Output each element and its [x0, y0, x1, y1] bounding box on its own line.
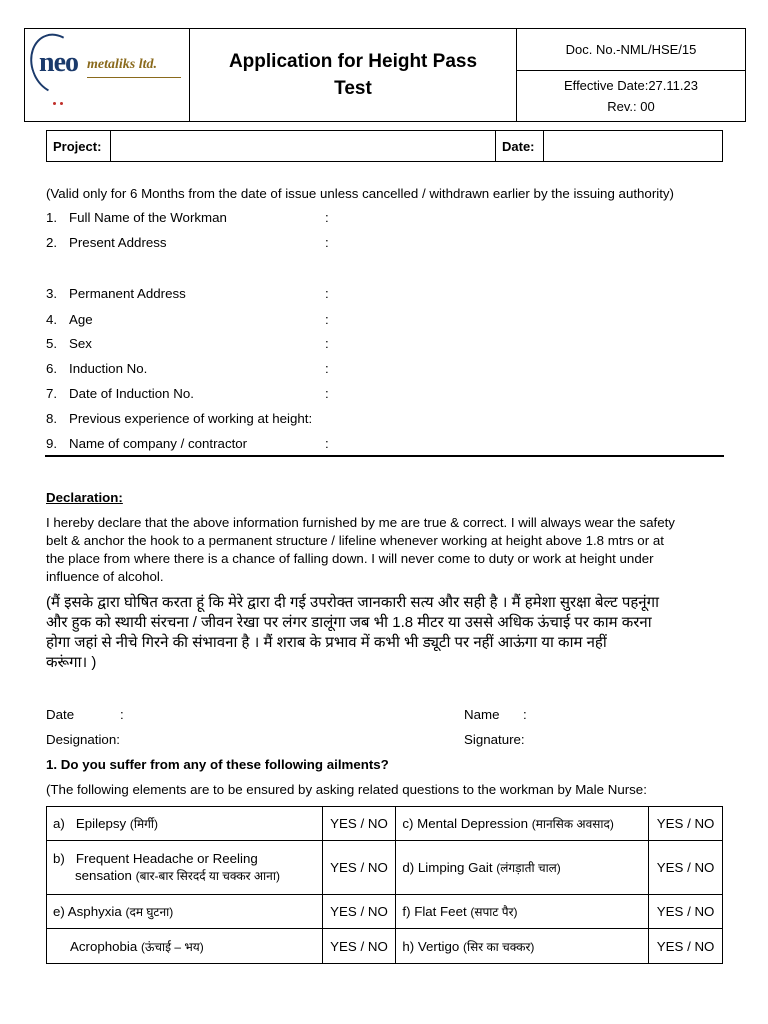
field-number: 5.	[46, 336, 58, 351]
ailment-hindi: (सिर का चक्कर)	[463, 939, 535, 954]
field-row-6	[0, 361, 768, 379]
field-row-3	[0, 286, 768, 304]
ailment-name: h) Vertigo	[402, 938, 460, 954]
ailment-cell	[47, 895, 323, 929]
field-colon: :	[325, 336, 329, 351]
ailment-prefix: a)	[53, 816, 65, 831]
ailment-name: e) Asphyxia	[53, 904, 122, 919]
declaration-hindi-line2: और हुक को स्थायी संरचना / जीवन रेखा पर लंगर डालूंगा जब भी 1.8 मीटर या उससे अधिक ऊंचाई पर काम करना	[46, 614, 652, 631]
revision: Rev.: 00	[607, 99, 655, 114]
project-label: Project:	[47, 131, 111, 162]
sign-name-colon: :	[523, 707, 527, 722]
field-label: Date of Induction No.	[69, 386, 194, 401]
declaration-english-line4: influence of alcohol.	[46, 569, 164, 584]
ailments-question: 1. Do you suffer from any of these following ailments?	[46, 757, 389, 772]
ailments-table	[46, 806, 723, 964]
doc-effective	[517, 71, 746, 122]
ailment-hindi: (ऊंचाई – भय)	[140, 939, 204, 954]
field-label: Sex	[69, 336, 92, 351]
sign-designation-label: Designation:	[46, 732, 120, 747]
field-label: Present Address	[69, 235, 167, 250]
ailment-cell	[47, 807, 323, 841]
field-number: 2.	[46, 235, 58, 250]
yes-no-option[interactable]: YES / NO	[649, 929, 723, 964]
field-row-7	[0, 386, 768, 404]
ailment-hindi: (लंगड़ाती चाल)	[496, 861, 561, 875]
field-label: Full Name of the Workman	[69, 210, 227, 225]
ailment-name: f) Flat Feet	[402, 904, 467, 919]
field-label: Induction No.	[69, 361, 148, 376]
date-field[interactable]	[544, 131, 723, 162]
field-row-4	[0, 312, 768, 330]
doc-number: Doc. No.-NML/HSE/15	[517, 29, 746, 71]
yes-no-option[interactable]: YES / NO	[649, 841, 723, 895]
date-label: Date:	[496, 131, 544, 162]
ailment-row	[47, 841, 723, 895]
ailment-cell	[396, 807, 649, 841]
field-label: Name of company / contractor	[69, 436, 248, 451]
logo-metaliks-text: metaliks ltd.	[87, 57, 157, 72]
yes-no-option[interactable]: YES / NO	[322, 807, 396, 841]
field-colon: :	[325, 361, 329, 376]
declaration-hindi-line1: (मैं इसके द्वारा घोषित करता हूं कि मेरे द्वारा दी गई उपरोक्त जानकारी सत्य और सही है । मैं हमेशा सुरक्षा बेल्ट पहनूंगा	[46, 594, 659, 611]
sign-date-colon: :	[120, 707, 124, 722]
field-number: 9.	[46, 436, 58, 451]
ailment-hindi: (दम घुटना)	[125, 905, 174, 919]
field-row-1	[0, 210, 768, 228]
project-field[interactable]	[111, 131, 496, 162]
ailment-cell	[396, 895, 649, 929]
ailment-row	[47, 895, 723, 929]
yes-no-option[interactable]: YES / NO	[322, 929, 396, 964]
ailment-name: Frequent Headache or Reeling	[75, 851, 258, 866]
sign-name-label: Name	[464, 707, 500, 722]
yes-no-option[interactable]: YES / NO	[322, 841, 396, 895]
field-number: 6.	[46, 361, 58, 376]
section-divider	[45, 455, 724, 457]
field-colon: :	[325, 210, 329, 225]
ailment-cell	[396, 929, 649, 964]
ailment-name: Epilepsy	[75, 816, 127, 831]
ailment-hindi: (मानसिक अवसाद)	[531, 817, 614, 831]
ailment-name: d) Limping Gait	[402, 860, 493, 875]
field-row-8	[0, 411, 768, 429]
field-colon: :	[325, 312, 329, 327]
field-colon: :	[325, 436, 329, 451]
field-label: Permanent Address	[69, 286, 186, 301]
form-title	[190, 29, 517, 122]
field-row-9	[0, 436, 768, 454]
field-number: 4.	[46, 312, 58, 327]
field-colon: :	[325, 286, 329, 301]
document-header	[24, 28, 746, 122]
field-number: 1.	[46, 210, 58, 225]
logo-neo-text: neo	[39, 47, 78, 78]
declaration-english-line2: belt & anchor the hook to a permanent structure / lifeline whenever working at height above 1.8 mtrs or at	[46, 533, 664, 548]
field-row-2	[0, 235, 768, 253]
sign-date-label: Date	[46, 707, 75, 722]
ailments-note: (The following elements are to be ensured by asking related questions to the workman by Male Nurse:	[46, 782, 647, 797]
declaration-hindi-line4: करूंगा। )	[46, 654, 97, 671]
ailment-row	[47, 807, 723, 841]
ailment-cell	[396, 841, 649, 895]
ailment-name-cont: sensation	[75, 868, 132, 883]
declaration-title: Declaration:	[46, 490, 123, 505]
field-number: 8.	[46, 411, 58, 426]
logo-underline	[87, 77, 181, 78]
ailment-cell	[47, 841, 323, 895]
ailment-row	[47, 929, 723, 964]
ailment-hindi: (बार-बार सिरदर्द या चक्कर आना)	[135, 869, 280, 883]
yes-no-option[interactable]: YES / NO	[322, 895, 396, 929]
form-title-line2: Test	[334, 78, 372, 99]
ailment-cell	[47, 929, 323, 964]
project-row	[46, 130, 723, 162]
ailment-name: Acrophobia	[70, 938, 138, 954]
field-label: Age	[69, 312, 93, 327]
field-row-5	[0, 336, 768, 354]
field-colon: :	[325, 235, 329, 250]
validity-note: (Valid only for 6 Months from the date of issue unless cancelled / withdrawn earlier by the issuing authority)	[46, 186, 674, 201]
form-title-line1: Application for Height Pass	[228, 51, 478, 72]
company-logo-cell	[25, 29, 190, 122]
ailment-name: c) Mental Depression	[402, 816, 529, 831]
declaration-english-line3: the place from where there is a chance of falling down. I will never come to duty or work at height under	[46, 551, 654, 566]
yes-no-option[interactable]: YES / NO	[649, 895, 723, 929]
effective-date: Effective Date:27.11.23	[564, 78, 698, 93]
sign-signature-label: Signature:	[464, 732, 525, 747]
yes-no-option[interactable]: YES / NO	[649, 807, 723, 841]
field-number: 7.	[46, 386, 58, 401]
ailment-hindi: (सपाट पैर)	[470, 905, 518, 919]
declaration-hindi-line3: होगा जहां से नीचे गिरने की संभावना है । मैं शराब के प्रभाव में कभी भी ड्यूटी पर नहीं आऊंगा या काम नहीं	[46, 634, 607, 651]
field-colon: :	[325, 386, 329, 401]
field-label: Previous experience of working at height:	[69, 411, 313, 426]
logo-dots-icon	[53, 93, 81, 99]
ailment-prefix: b)	[53, 851, 65, 866]
ailment-hindi: (मिर्गी)	[129, 817, 159, 831]
field-number: 3.	[46, 286, 58, 301]
declaration-english-line1: I hereby declare that the above information furnished by me are true & correct. I will always wear the safety	[46, 515, 675, 530]
